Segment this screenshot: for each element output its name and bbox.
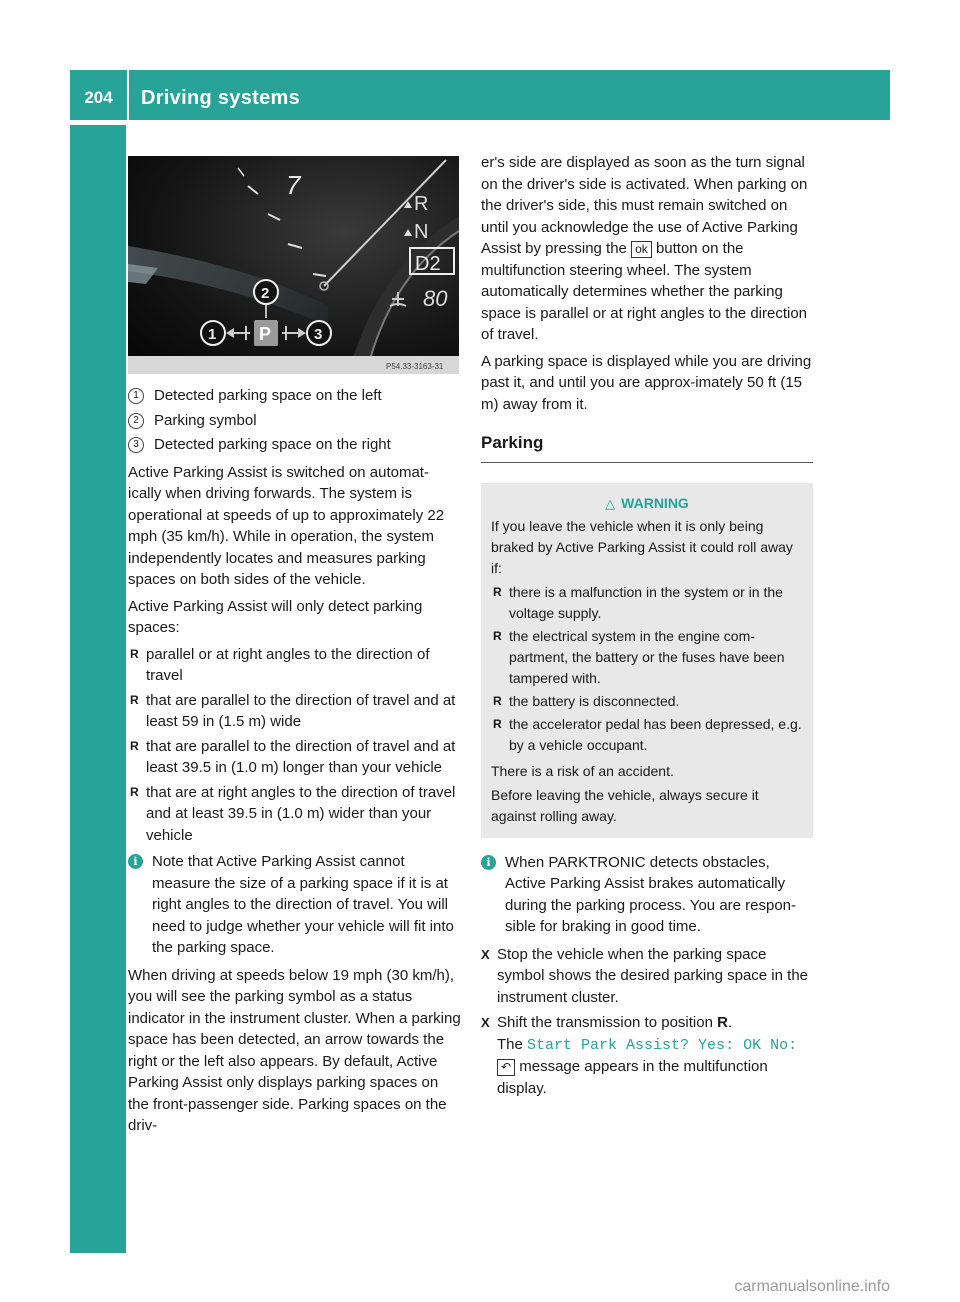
speed-partial-label: 80	[423, 286, 448, 311]
ok-button-icon: ok	[631, 241, 652, 258]
bullet-icon: R	[130, 692, 139, 707]
body-paragraph: When driving at speeds below 19 mph (30 km/h), you will see the parking symbol as a status indicator in the instrument cluster. When a parking space has been detected, an arrow towards the right or the left also appears. By default, Active Parking Assist only displays parking spaces on the front-passenger side. Parking spaces on the driv-	[128, 966, 461, 1134]
parking-heading: Parking	[481, 432, 813, 463]
gear-n-label: N	[414, 221, 429, 243]
marker-1-label: 1	[208, 326, 217, 343]
bullet-icon: R	[130, 646, 139, 661]
side-label: Driving and parking	[85, 296, 110, 504]
warning-header: △ WARNING	[605, 494, 689, 511]
bullet-icon: R	[493, 584, 502, 599]
image-ref-code: P54.33-3163-31	[386, 362, 444, 371]
list-item: R that are parallel to the direction of travel and at least 59 in (1.5 m) wide	[130, 691, 456, 730]
body-paragraph: Active Parking Assist is switched on automat-ically when driving forwards. The system is operational at speeds of up to approximately 22 mph (35 km/h). While in operation, the system independently locates and measures parking spaces on both sides of the vehicle.	[128, 463, 445, 588]
list-item: R the battery is disconnected.	[491, 691, 803, 712]
bullet-icon: R	[493, 693, 502, 708]
header-bar	[70, 70, 890, 120]
page-number: 204	[84, 88, 113, 107]
legend-text: Detected parking space on the right	[154, 436, 391, 453]
warning-box	[481, 483, 813, 838]
bullet-icon: R	[130, 738, 139, 753]
warning-list	[491, 582, 803, 756]
legend-item	[128, 410, 462, 432]
list-item: R the electrical system in the engine com-partment, the battery or the fuses have been tampered with.	[493, 627, 785, 686]
gear-position: R	[717, 1014, 728, 1031]
warning-risk: There is a risk of an accident.	[491, 762, 674, 779]
side-block	[70, 1213, 126, 1253]
legend-number: 3	[128, 437, 144, 453]
left-column	[128, 385, 462, 1142]
list-item: R parallel or at right angles to the direction of travel	[130, 645, 430, 684]
instruction-step: X Stop the vehicle when the parking space symbol shows the desired parking space in the instrument cluster.	[481, 945, 809, 1006]
instruction-step: X Shift the transmission to position R. The Start Park Assist? Yes: OK No: ↶ message appears in the multifunction display.	[481, 1014, 798, 1097]
warning-advice: Before leaving the vehicle, always secure it against rolling away.	[491, 786, 759, 824]
section-title: Driving systems	[141, 87, 301, 109]
back-button-icon: ↶	[497, 1059, 515, 1076]
body-paragraph: Active Parking Assist will only detect parking spaces:	[128, 597, 423, 636]
display-message: Start Park Assist? Yes: OK No:	[527, 1036, 798, 1054]
note-text: When PARKTRONIC detects obstacles, Active Parking Assist brakes automatically during the parking process. You are respon-sible for braking in good time.	[505, 853, 797, 935]
warning-triangle-icon: △	[605, 495, 616, 511]
legend-item	[128, 385, 462, 407]
legend-text: Parking symbol	[154, 411, 257, 429]
watermark: carmanualsonline.info	[734, 1278, 890, 1295]
list-item: R that are parallel to the direction of travel and at least 39.5 in (1.0 m) longer than your vehicle	[130, 737, 456, 776]
body-paragraph: er's side are displayed as soon as the turn signal on the driver's side is activated. When parking on the driver's side, this must remain switched on until you acknowledge the use of Active Parking Assist by pressing the ok button on the multifunction steering wheel. The system automatically determines whether the parking space is parallel or at right angles to the direction of travel.	[481, 154, 808, 343]
instrument-cluster-image	[128, 156, 459, 374]
info-icon: i	[128, 854, 143, 869]
header-divider	[127, 70, 129, 120]
gear-r-label: R	[414, 193, 429, 215]
legend-text: Detected parking space on the left	[154, 387, 382, 404]
parking-symbol-label: P	[259, 324, 272, 344]
right-column	[481, 152, 813, 1103]
info-icon: i	[481, 855, 496, 870]
speed-mark-label: 7	[286, 170, 301, 200]
bullet-icon: R	[493, 628, 502, 643]
marker-3-label: 3	[314, 326, 323, 343]
note-text: Note that Active Parking Assist cannot measure the size of a parking space if it is at right angles to the direction of travel. You will need to judge whether your vehicle will fit into the parking space.	[152, 853, 454, 956]
legend-number: 2	[128, 413, 144, 429]
side-tab	[70, 125, 126, 1214]
step-arrow-icon: X	[481, 1015, 490, 1030]
bullet-icon: R	[493, 716, 502, 731]
parking-space-criteria-list	[128, 644, 462, 847]
bullet-icon: R	[130, 784, 139, 799]
gear-d2-label: D2	[415, 253, 441, 275]
list-item: R that are at right angles to the direction of travel and at least 39.5 in (1.0 m) wider than your vehicle	[130, 783, 456, 844]
warning-intro: If you leave the vehicle when it is only being braked by Active Parking Assist it could roll away if:	[491, 517, 793, 576]
instrument-cluster-illustration	[128, 156, 459, 374]
marker-2-label: 2	[261, 285, 270, 302]
legend-number: 1	[128, 388, 144, 404]
info-note	[481, 852, 813, 938]
info-note	[128, 851, 462, 959]
step-arrow-icon: X	[481, 946, 490, 962]
legend-item	[128, 434, 462, 456]
body-paragraph: A parking space is displayed while you are driving past it, and until you are approx-imately 50 ft (15 m) away from it.	[481, 352, 812, 413]
list-item: R there is a malfunction in the system or in the voltage supply.	[493, 583, 783, 621]
list-item: R the accelerator pedal has been depressed, e.g. by a vehicle occupant.	[493, 715, 802, 753]
